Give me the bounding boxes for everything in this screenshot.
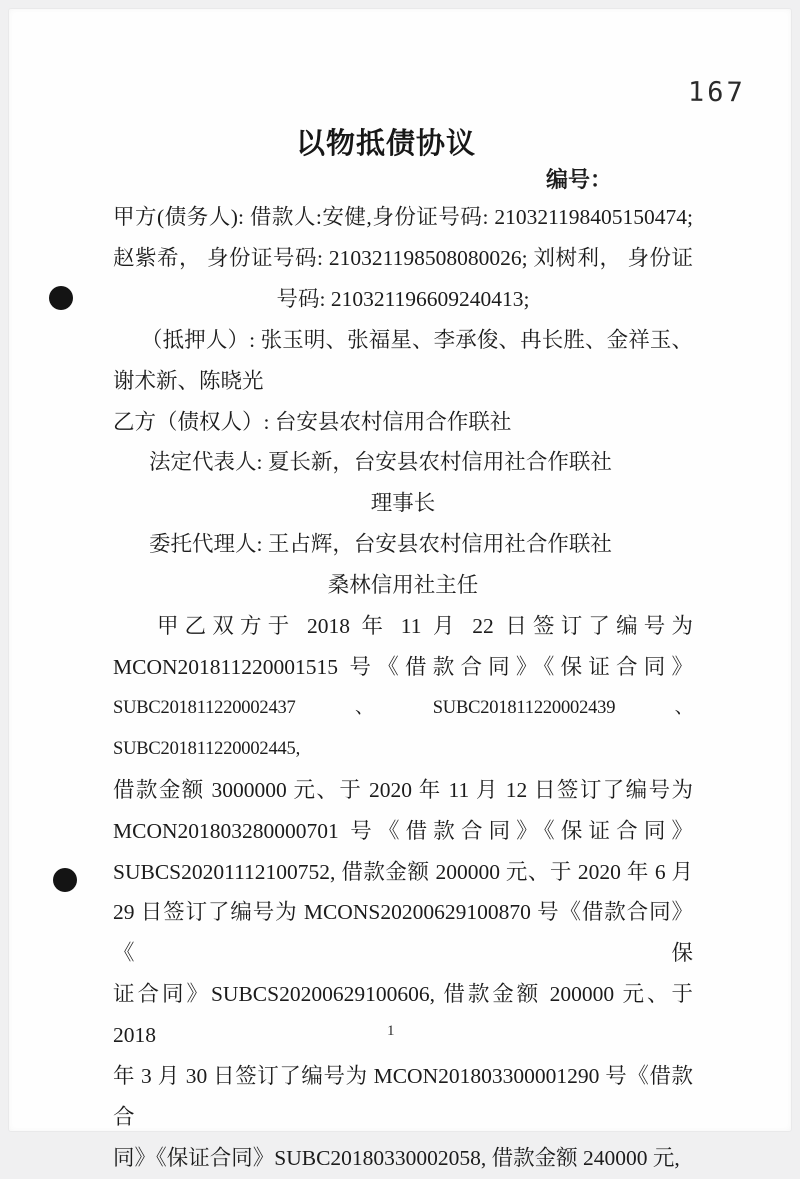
- document-line: 证合同》SUBCS20200629100606, 借款金额 200000 元、于 2018: [113, 982, 693, 1048]
- document-line: 桑林信用社主任: [327, 573, 479, 598]
- punch-hole-bottom-icon: [53, 868, 77, 892]
- footer-page-number: 1: [387, 1023, 395, 1039]
- document-line: 29 日签订了编号为 MCONS20200629100870 号《借款合同》《保: [113, 900, 693, 966]
- document-line: 委托代理人: 王占辉，台安县农村信用社合作联社: [149, 532, 612, 557]
- document-line: （抵押人）: 张玉明、张福星、李承俊、冉长胜、金祥玉、: [141, 327, 693, 352]
- document-line: 号码: 210321196609240413;: [276, 286, 530, 311]
- document-page: [8, 8, 792, 1170]
- document-line: 谢术新、陈晓光: [113, 368, 264, 393]
- document-line: MCON201811220001515 号《借款合同》《保证合同》: [113, 654, 693, 679]
- document-line: SUBCS20201112100752, 借款金额 200000 元、于 2020 年 6 月: [113, 859, 693, 884]
- punch-hole-top-icon: [49, 286, 73, 310]
- archive-page-number: 167: [688, 76, 747, 109]
- document-line: 年 3 月 30 日签订了编号为 MCON201803300001290 号《借款合: [113, 1064, 693, 1129]
- document-number-label: 编号：: [546, 167, 613, 192]
- document-body: [113, 197, 693, 1179]
- document-line: 甲乙双方于 2018 年 11 月 22 日签订了编号为: [157, 614, 693, 639]
- document-line: 理事长: [370, 491, 436, 516]
- document-line: 借款金额 3000000 元、于 2020 年 11 月 12 日签订了编号为: [113, 777, 693, 802]
- document-line: 同》《保证合同》SUBC20180330002058, 借款金额 240000 元,: [113, 1145, 680, 1170]
- document-line: 法定代表人: 夏长新，台安县农村信用社合作联社: [149, 450, 612, 475]
- document-line: MCON201803280000701 号《借款合同》《保证合同》: [113, 818, 693, 843]
- document-line: SUBC201811220002437、SUBC201811220002439、SUBC201811220002445,: [113, 697, 693, 759]
- document-title: 以物抵债协议: [295, 128, 476, 160]
- document-line: 赵紫希， 身份证号码: 210321198508080026; 刘树利， 身份证: [113, 245, 693, 270]
- document-line: 甲方(债务人): 借款人:安健,身份证号码: 210321198405150474;: [113, 205, 693, 229]
- document-line: 乙方（债权人）: 台安县农村信用合作联社: [113, 409, 512, 434]
